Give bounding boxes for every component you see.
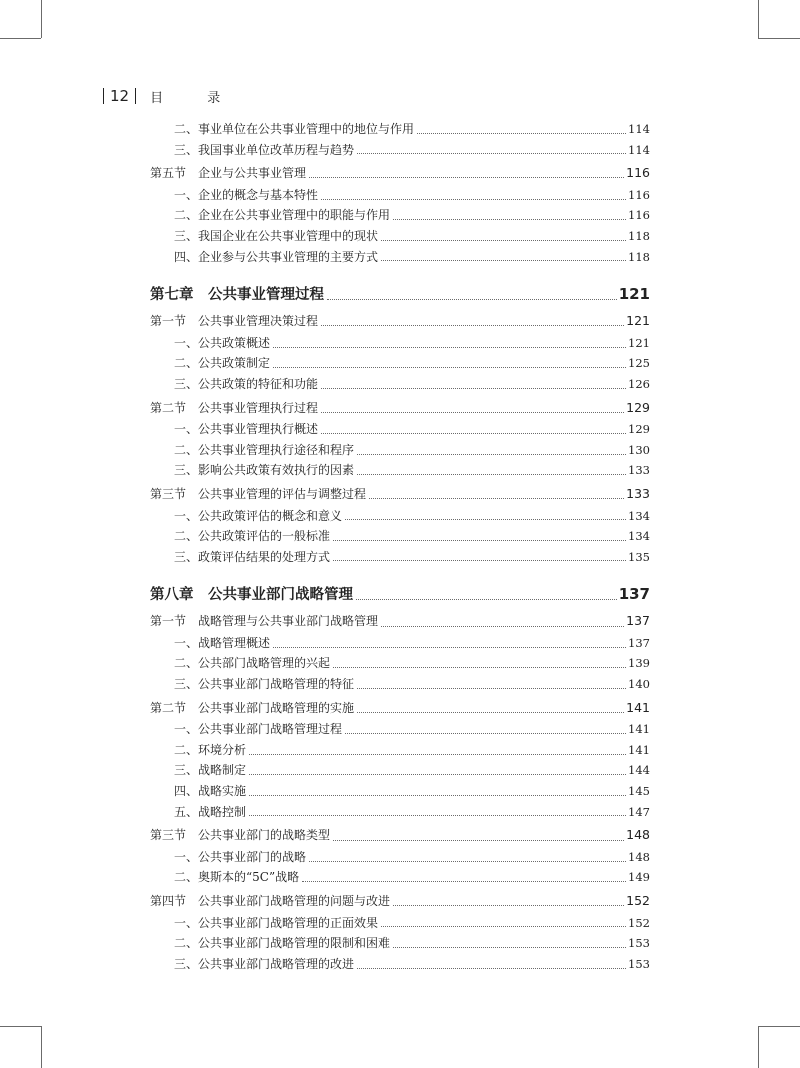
toc-entry-label — [174, 120, 414, 137]
dot-leader — [309, 177, 624, 178]
dot-leader — [321, 433, 626, 434]
dot-leader — [333, 667, 626, 668]
toc-entry-number: 第八章 — [150, 587, 194, 604]
dot-leader — [249, 815, 626, 816]
toc-entry-title: 三、公共事业部门战略管理的改进 — [174, 956, 355, 971]
toc-entry-label — [150, 312, 318, 329]
dot-leader — [321, 199, 626, 200]
toc-entry-title: 二、公共政策制定 — [174, 356, 271, 371]
toc-item-row[interactable] — [150, 720, 650, 741]
toc-entry-title: 公共事业管理过程 — [208, 287, 324, 304]
dot-leader — [417, 133, 626, 134]
toc-chapter-row[interactable] — [150, 583, 650, 609]
toc-entry-label — [150, 485, 366, 502]
toc-page-number: 145 — [628, 784, 650, 799]
toc-entry-title: 公共事业管理的评估与调整过程 — [198, 486, 367, 501]
toc-entry-label — [174, 720, 342, 737]
toc-section-row[interactable] — [150, 892, 650, 914]
toc-entry-label — [174, 507, 342, 524]
toc-item-row[interactable] — [150, 375, 650, 396]
dot-leader — [345, 733, 626, 734]
toc-section-row[interactable] — [150, 826, 650, 848]
dot-leader — [381, 260, 626, 261]
toc-entry-label — [174, 461, 354, 478]
toc-entry-title: 一、公共事业部门战略管理过程 — [174, 722, 343, 737]
toc-page-number: 139 — [628, 656, 650, 671]
toc-page-number: 140 — [628, 677, 650, 692]
toc-section-row[interactable] — [150, 612, 650, 634]
toc-page-number: 114 — [628, 142, 650, 157]
toc-page-number: 116 — [628, 208, 650, 223]
toc-chapter-row[interactable] — [150, 283, 650, 309]
toc-entry-label — [150, 892, 390, 909]
toc-entry-label — [174, 354, 270, 371]
toc-page-number: 134 — [628, 529, 650, 544]
toc-section-row[interactable] — [150, 312, 650, 334]
toc-item-row[interactable] — [150, 227, 650, 248]
toc-page-number: 144 — [628, 763, 650, 778]
toc-entry-label — [174, 741, 246, 758]
toc-entry-label — [174, 934, 390, 951]
toc-entry-title: 二、企业在公共事业管理中的职能与作用 — [174, 208, 391, 223]
toc-page-number: 141 — [628, 722, 650, 737]
dot-leader — [393, 905, 624, 906]
toc-page-number: 130 — [628, 442, 650, 457]
toc-page-number: 135 — [628, 549, 650, 564]
toc-page-number: 141 — [628, 742, 650, 757]
toc-page-number: 118 — [628, 228, 650, 243]
crop-mark — [758, 1026, 759, 1068]
toc-page-number: 153 — [628, 956, 650, 971]
toc-page-number: 126 — [628, 376, 650, 391]
crop-mark — [0, 38, 41, 39]
toc-entry-label — [150, 699, 354, 716]
dot-leader — [369, 498, 624, 499]
toc-page-number: 148 — [628, 849, 650, 864]
table-of-contents — [150, 120, 650, 975]
toc-page-number: 116 — [628, 187, 650, 202]
toc-page-number: 125 — [628, 356, 650, 371]
toc-entry-label — [174, 527, 330, 544]
toc-item-row[interactable] — [150, 334, 650, 355]
toc-item-row[interactable] — [150, 675, 650, 696]
toc-entry-title: 三、战略制定 — [174, 763, 247, 778]
toc-entry-title: 公共事业部门战略管理 — [208, 587, 353, 604]
toc-entry-title: 一、公共政策评估的概念和意义 — [174, 508, 343, 523]
dot-leader — [357, 712, 624, 713]
dot-leader — [309, 861, 626, 862]
dot-leader — [381, 926, 626, 927]
toc-section-row[interactable] — [150, 485, 650, 507]
dot-leader — [381, 626, 624, 627]
toc-entry-label — [174, 141, 354, 158]
toc-page-number: 149 — [628, 870, 650, 885]
running-head — [103, 86, 240, 106]
toc-entry-label — [150, 164, 306, 181]
crop-mark — [41, 1026, 42, 1068]
toc-page-number: 133 — [626, 485, 650, 501]
dot-leader — [321, 388, 626, 389]
toc-page-number: 137 — [628, 635, 650, 650]
dot-leader — [321, 412, 624, 413]
toc-entry-number: 第三节 — [150, 828, 187, 843]
page-number: 12 — [110, 87, 130, 105]
dot-leader — [381, 240, 626, 241]
toc-entry-number: 第四节 — [150, 894, 187, 908]
toc-page-number: 134 — [628, 508, 650, 523]
toc-item-row[interactable] — [150, 934, 650, 955]
toc-entry-title: 一、公共政策概述 — [174, 335, 271, 350]
toc-entry-label — [174, 634, 270, 651]
toc-page-number: 153 — [628, 936, 650, 951]
toc-item-row[interactable] — [150, 186, 650, 207]
toc-entry-title: 二、公共事业管理执行途径和程序 — [174, 442, 355, 457]
toc-entry-title: 战略管理与公共事业部门战略管理 — [198, 614, 379, 629]
toc-item-row[interactable] — [150, 741, 650, 762]
dot-leader — [357, 454, 626, 455]
toc-entry-title: 五、战略控制 — [174, 804, 247, 819]
toc-section-row[interactable] — [150, 399, 650, 421]
toc-entry-label — [174, 548, 330, 565]
dot-leader — [249, 795, 626, 796]
toc-entry-title: 二、环境分析 — [174, 742, 247, 757]
toc-section-row[interactable] — [150, 164, 650, 186]
toc-entry-label — [174, 868, 299, 885]
crop-mark — [758, 1026, 800, 1027]
toc-entry-label — [174, 441, 354, 458]
toc-page-number: 121 — [628, 335, 650, 350]
toc-item-row[interactable] — [150, 461, 650, 482]
dot-leader — [333, 840, 624, 841]
toc-item-row[interactable] — [150, 868, 650, 889]
header-rule — [103, 88, 104, 104]
crop-mark — [758, 38, 800, 39]
toc-entry-title: 三、政策评估结果的处理方式 — [174, 549, 331, 564]
dot-leader — [345, 519, 626, 520]
toc-entry-number: 第一节 — [150, 314, 187, 329]
toc-item-row[interactable] — [150, 782, 650, 803]
toc-entry-label — [150, 612, 378, 629]
toc-item-row[interactable] — [150, 654, 650, 675]
toc-entry-title: 二、奥斯本的“5C”战略 — [174, 870, 300, 885]
crop-mark — [41, 0, 42, 38]
dot-leader — [249, 754, 626, 755]
crop-mark — [0, 1026, 41, 1027]
toc-entry-title: 公共事业部门战略管理的问题与改进 — [198, 894, 391, 908]
dot-leader — [321, 325, 624, 326]
toc-entry-number: 第七章 — [150, 287, 194, 304]
toc-item-row[interactable] — [150, 120, 650, 141]
toc-entry-label — [174, 334, 270, 351]
toc-page-number: 141 — [626, 699, 650, 715]
toc-entry-title: 二、事业单位在公共事业管理中的地位与作用 — [174, 122, 415, 136]
toc-entry-label — [174, 248, 378, 265]
toc-entry-title: 一、企业的概念与基本特性 — [174, 187, 319, 202]
toc-entry-title: 三、影响公共政策有效执行的因素 — [174, 463, 355, 478]
toc-entry-number: 第二节 — [150, 700, 187, 715]
toc-entry-number: 第三节 — [150, 486, 187, 501]
toc-entry-label — [174, 914, 378, 931]
dot-leader — [333, 560, 626, 561]
dot-leader — [357, 968, 626, 969]
toc-entry-title: 三、公共政策的特征和功能 — [174, 376, 319, 391]
toc-entry-label — [174, 420, 318, 437]
dot-leader — [333, 540, 626, 541]
toc-page-number: 137 — [626, 613, 650, 629]
toc-entry-number: 第一节 — [150, 614, 187, 629]
header-rule — [135, 88, 136, 104]
toc-entry-title: 一、战略管理概述 — [174, 635, 271, 650]
toc-entry-label — [174, 675, 354, 692]
toc-entry-label — [150, 399, 318, 416]
toc-page-number: 137 — [618, 585, 650, 604]
toc-entry-label — [174, 782, 246, 799]
toc-entry-title: 公共事业管理执行过程 — [198, 400, 319, 415]
toc-page-number: 116 — [626, 165, 650, 181]
toc-entry-label — [174, 186, 318, 203]
toc-page-number: 129 — [628, 422, 650, 437]
dot-leader — [393, 219, 626, 220]
toc-page-number: 114 — [628, 122, 650, 136]
toc-item-row[interactable] — [150, 441, 650, 462]
toc-entry-title: 企业与公共事业管理 — [198, 166, 307, 181]
dot-leader — [273, 647, 626, 648]
toc-entry-title: 四、企业参与公共事业管理的主要方式 — [174, 249, 379, 264]
toc-item-row[interactable] — [150, 761, 650, 782]
toc-entry-title: 公共事业部门的战略类型 — [198, 828, 331, 843]
toc-entry-label — [150, 826, 330, 843]
toc-page-number: 147 — [628, 804, 650, 819]
toc-entry-title: 二、公共部门战略管理的兴起 — [174, 656, 331, 671]
toc-entry-label — [174, 206, 390, 223]
toc-entry-label — [174, 227, 378, 244]
toc-page-number: 148 — [626, 827, 650, 843]
dot-leader — [393, 947, 626, 948]
toc-page-number: 129 — [626, 399, 650, 415]
toc-item-row[interactable] — [150, 420, 650, 441]
toc-page-number: 152 — [628, 915, 650, 930]
dot-leader — [249, 774, 626, 775]
toc-entry-title: 公共事业部门战略管理的实施 — [198, 700, 355, 715]
toc-item-row[interactable] — [150, 803, 650, 824]
toc-entry-title: 一、公共事业部门战略管理的正面效果 — [174, 915, 379, 930]
toc-item-row[interactable] — [150, 955, 650, 976]
dot-leader — [273, 347, 626, 348]
toc-entry-title: 三、公共事业部门战略管理的特征 — [174, 677, 355, 692]
toc-entry-label — [150, 583, 353, 604]
dot-leader — [273, 367, 626, 368]
toc-entry-label — [174, 375, 318, 392]
dot-leader — [327, 299, 617, 300]
dot-leader — [357, 688, 626, 689]
dot-leader — [357, 474, 626, 475]
toc-page-number: 121 — [626, 313, 650, 329]
toc-entry-label — [174, 848, 306, 865]
dot-leader — [357, 153, 626, 154]
page-title: 目 录 — [150, 90, 241, 106]
toc-entry-label — [174, 654, 330, 671]
toc-page-number: 118 — [628, 249, 650, 264]
toc-section-row[interactable] — [150, 699, 650, 721]
toc-entry-number: 第二节 — [150, 400, 187, 415]
toc-entry-number: 第五节 — [150, 166, 187, 181]
toc-entry-title: 三、我国事业单位改革历程与趋势 — [174, 142, 355, 157]
toc-entry-title: 二、公共事业部门战略管理的限制和困难 — [174, 936, 391, 951]
toc-item-row[interactable] — [150, 634, 650, 655]
toc-item-row[interactable] — [150, 507, 650, 528]
crop-mark — [758, 0, 759, 38]
toc-page-number: 121 — [618, 285, 650, 304]
toc-entry-title: 三、我国企业在公共事业管理中的现状 — [174, 228, 379, 243]
toc-entry-title: 四、战略实施 — [174, 784, 247, 799]
toc-entry-label — [174, 955, 354, 972]
dot-leader — [356, 599, 617, 600]
toc-item-row[interactable] — [150, 914, 650, 935]
toc-entry-label — [174, 761, 246, 778]
dot-leader — [302, 881, 626, 882]
toc-entry-label — [174, 803, 246, 820]
toc-entry-title: 公共事业管理决策过程 — [198, 314, 319, 329]
toc-page-number: 152 — [626, 893, 650, 908]
toc-item-row[interactable] — [150, 206, 650, 227]
toc-item-row[interactable] — [150, 848, 650, 869]
toc-item-row[interactable] — [150, 548, 650, 569]
toc-entry-title: 二、公共政策评估的一般标准 — [174, 529, 331, 544]
toc-item-row[interactable] — [150, 248, 650, 269]
toc-entry-title: 一、公共事业管理执行概述 — [174, 422, 319, 437]
toc-page-number: 133 — [628, 463, 650, 478]
toc-item-row[interactable] — [150, 354, 650, 375]
toc-item-row[interactable] — [150, 527, 650, 548]
toc-item-row[interactable] — [150, 141, 650, 162]
toc-entry-title: 一、公共事业部门的战略 — [174, 849, 307, 864]
toc-entry-label — [150, 283, 324, 304]
